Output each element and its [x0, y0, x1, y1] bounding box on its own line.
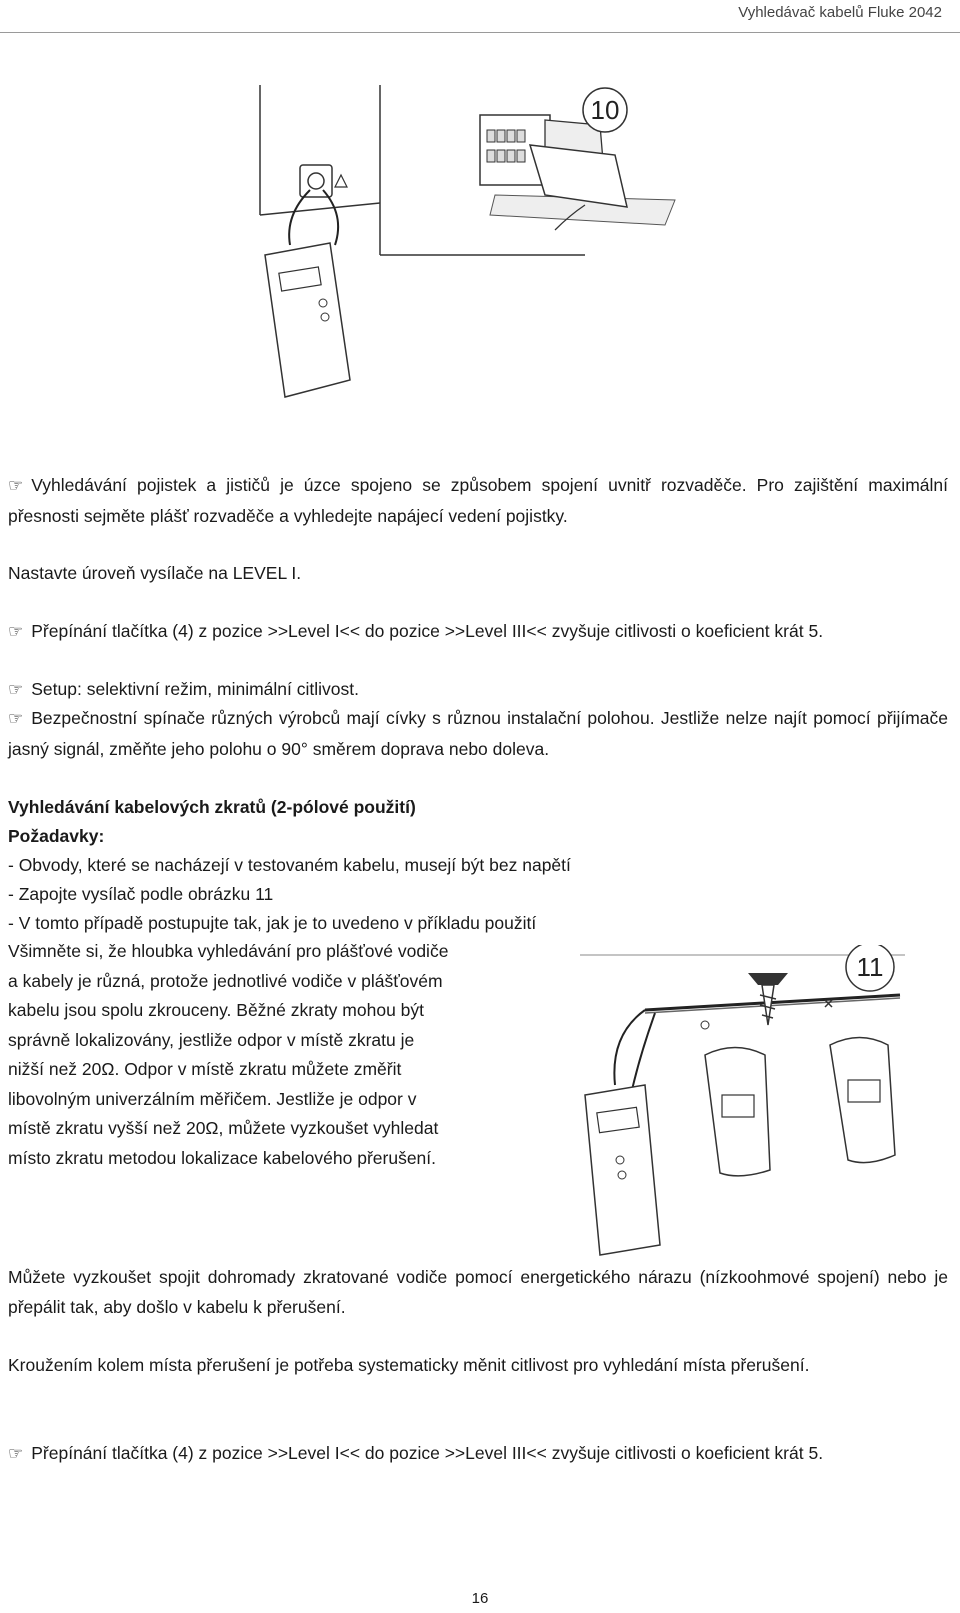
level-instruction: Nastavte úroveň vysílače na LEVEL I.	[8, 563, 302, 583]
explanation-line: Všimněte si, že hloubka vyhledávání pro plášťové vodiče	[8, 941, 449, 961]
pointing-hand-icon: ☞	[8, 622, 24, 641]
short-circuit-burn-paragraph: Můžete vyzkoušet spojit dohromady zkratované vodiče pomocí energetického nárazu (nízkoohmové spojení) nebo je přepálit tak, aby došlo v kabelu k přerušení.	[8, 1267, 948, 1317]
figure-11-illustration	[570, 945, 950, 1265]
pointing-hand-icon: ☞	[8, 476, 24, 495]
header-divider	[0, 32, 960, 33]
figure-10-illustration	[255, 85, 705, 415]
explanation-line: a kabely je různá, protože jednotlivé vodiče v plášťovém	[8, 970, 443, 991]
note-level-switch: ☞ Přepínání tlačítka (4) z pozice >>Level I<< do pozice >>Level III<< zvyšuje citlivosti o koeficient krát 5.	[8, 616, 948, 647]
requirement-item: - V tomto případě postupujte tak, jak je to uvedeno v příkladu použití	[8, 913, 537, 933]
pointing-hand-icon: ☞	[8, 680, 24, 699]
explanation-line: místě zkratu vyšší než 20Ω, můžete vyzkoušet vyhledat	[8, 1118, 439, 1138]
note-level-switch-repeat: ☞ Přepínání tlačítka (4) z pozice >>Level I<< do pozice >>Level III<< zvyšuje citlivosti o koeficient krát 5.	[8, 1438, 948, 1469]
explanation-line: libovolným univerzálním měřičem. Jestliže je odpor v	[8, 1088, 417, 1109]
explanation-line: kabelu jsou spolu zkrouceny. Běžné zkraty mohou být	[8, 1000, 425, 1020]
figure-11-number: 11	[856, 952, 884, 982]
page-number: 16	[471, 1590, 489, 1607]
short-circuit-explanation	[8, 937, 528, 1173]
requirement-item: - Obvody, které se nacházejí v testovaném kabelu, musejí být bez napětí	[8, 855, 571, 875]
note-setup: ☞ Setup: selektivní režim, minimální citlivost.	[8, 674, 948, 705]
figure-10-number: 10	[590, 95, 620, 125]
section-heading: Vyhledávání kabelových zkratů (2-pólové použití)	[8, 797, 416, 817]
pointing-hand-icon: ☞	[8, 1444, 24, 1463]
explanation-line: správně lokalizovány, jestliže odpor v místě zkratu je	[8, 1029, 415, 1050]
pointing-hand-icon: ☞	[8, 709, 24, 728]
page-header: Vyhledávač kabelů Fluke 2042	[738, 4, 942, 21]
note-breaker-coils: ☞ Bezpečnostní spínače různých výrobců mají cívky s různou instalační polohou. Jestliže nelze najít pomocí přijímače jasný signál, změňte jeho polohu o 90° směrem doprava nebo doleva.	[8, 703, 948, 764]
explanation-line: místo zkratu metodou lokalizace kabelového přerušení.	[8, 1147, 437, 1168]
sensitivity-paragraph: Kroužením kolem místa přerušení je potřeba systematicky měnit citlivost pro vyhledání místa přerušení.	[8, 1355, 810, 1375]
requirements-label: Požadavky:	[8, 826, 105, 846]
explanation-line: nižší než 20Ω. Odpor v místě zkratu můžete změřit	[8, 1059, 402, 1079]
requirement-item: - Zapojte vysílač podle obrázku 11	[8, 884, 274, 904]
note-fuse-search: ☞ Vyhledávání pojistek a jističů je úzce spojeno se způsobem spojení uvnitř rozvaděče. Pro zajištění maximální přesnosti sejměte plášť rozvaděče a vyhledejte napájecí vedení pojistky.	[8, 470, 948, 531]
